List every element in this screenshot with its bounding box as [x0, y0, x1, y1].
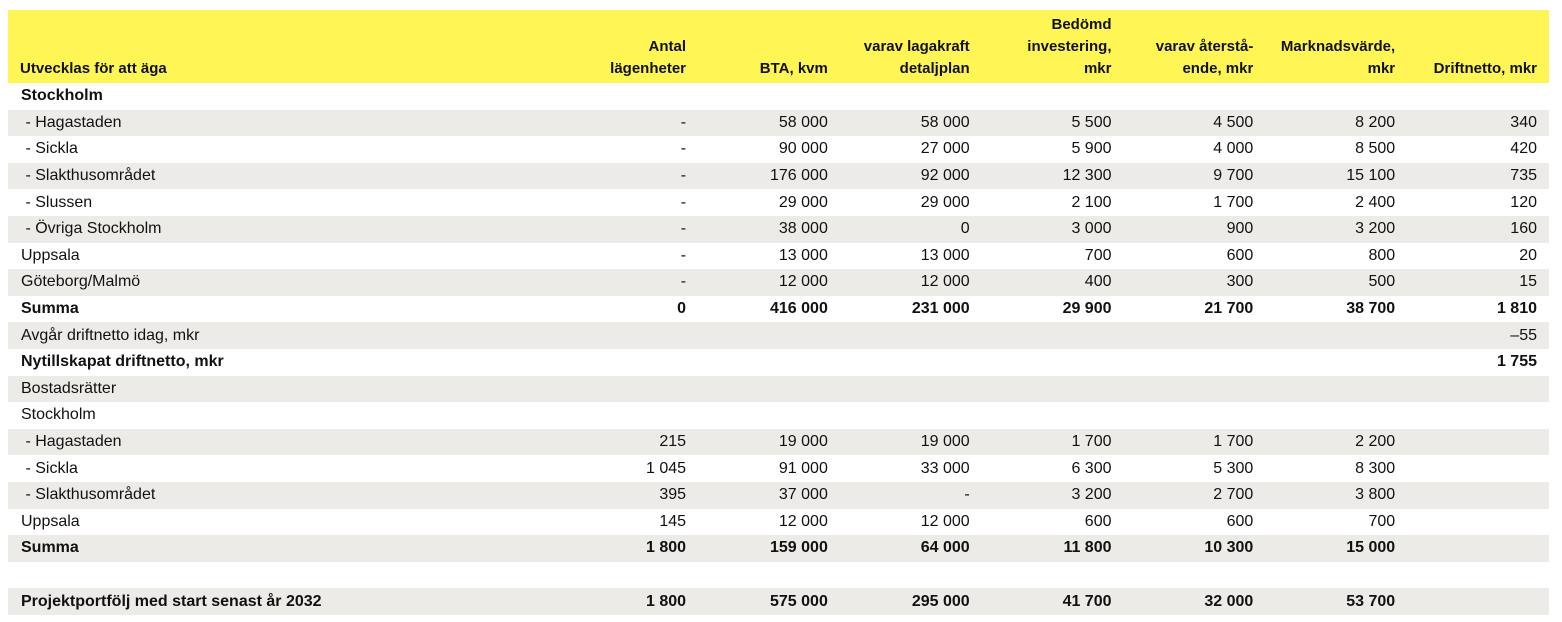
table-row — [8, 402, 1549, 429]
row-value-col-4 — [982, 83, 1124, 110]
row-value-col-3: 33 000 — [920, 459, 970, 477]
row-value-col-2 — [698, 83, 840, 110]
row-value-col-3: 58 000 — [920, 113, 970, 131]
row-value-col-7: 20 — [1519, 246, 1537, 264]
row-value-col-1: - — [680, 220, 687, 238]
table-header-row — [8, 10, 1549, 83]
row-label: - Hagastaden — [21, 433, 122, 451]
row-value-col-2: 12 000 — [778, 273, 828, 291]
table-row — [8, 322, 1549, 349]
table-row — [8, 349, 1549, 376]
row-value-col-7 — [1407, 535, 1549, 562]
row-value-col-2: 575 000 — [770, 592, 828, 610]
row-value-col-5: 9 700 — [1213, 167, 1254, 185]
row-value-col-3: 64 000 — [920, 539, 970, 557]
table-row — [8, 535, 1549, 562]
row-value-col-6 — [1265, 376, 1407, 403]
row-value-col-2: 159 000 — [770, 539, 828, 557]
row-value-col-2: 91 000 — [778, 459, 828, 477]
table-row — [8, 455, 1549, 482]
row-value-col-2: 12 000 — [778, 512, 828, 530]
row-value-col-1: 1 800 — [645, 592, 687, 610]
row-value-col-1: - — [680, 167, 687, 185]
row-value-col-7 — [1407, 376, 1549, 403]
row-label: Uppsala — [21, 246, 80, 264]
row-value-col-6: 3 200 — [1355, 220, 1396, 238]
row-value-col-6: 8 200 — [1355, 113, 1396, 131]
column-header-zoning-plan: varav lagakraft detaljplan — [863, 38, 970, 77]
row-value-col-5: 600 — [1226, 246, 1254, 264]
row-value-col-7: –55 — [1510, 326, 1537, 344]
column-header-net-operating-income: Driftnetto, mkr — [1433, 60, 1537, 77]
row-value-col-1: - — [680, 140, 687, 158]
row-value-col-1 — [573, 562, 698, 589]
row-label: - Sickla — [21, 459, 78, 477]
row-value-col-7 — [1407, 429, 1549, 456]
row-value-col-1: 1 045 — [645, 459, 687, 477]
row-label: Stockholm — [21, 87, 103, 105]
row-value-col-4: 1 700 — [1071, 433, 1112, 451]
row-value-col-2: 58 000 — [778, 113, 828, 131]
row-value-col-4: 12 300 — [1062, 167, 1112, 185]
row-value-col-4: 5 900 — [1071, 140, 1112, 158]
row-label: - Slussen — [21, 193, 93, 211]
row-value-col-1: - — [680, 246, 687, 264]
row-value-col-6: 2 400 — [1355, 193, 1396, 211]
row-value-col-4 — [982, 349, 1124, 376]
project-portfolio-table — [8, 10, 1549, 615]
row-value-col-4 — [982, 322, 1124, 349]
row-label: Stockholm — [21, 406, 96, 424]
row-value-col-3 — [840, 376, 982, 403]
row-value-col-4 — [982, 402, 1124, 429]
row-value-col-4 — [982, 562, 1124, 589]
table-row — [8, 163, 1549, 190]
row-value-col-2 — [698, 349, 840, 376]
row-label: Avgår driftnetto idag, mkr — [21, 326, 200, 344]
row-value-col-4: 600 — [1084, 512, 1112, 530]
row-value-col-5: 21 700 — [1204, 300, 1254, 318]
row-value-col-3 — [840, 562, 982, 589]
column-header-investment: Bedömd investering, mkr — [1027, 16, 1112, 77]
row-value-col-7: 420 — [1510, 140, 1537, 158]
table-row — [8, 376, 1549, 403]
table-row — [8, 189, 1549, 216]
table-row — [8, 588, 1549, 615]
row-value-col-4: 700 — [1084, 246, 1112, 264]
row-value-col-7 — [1407, 588, 1549, 615]
table-row — [8, 243, 1549, 270]
row-label: Summa — [21, 300, 79, 318]
row-value-col-7: 340 — [1510, 113, 1537, 131]
row-value-col-1 — [573, 402, 698, 429]
row-value-col-7: 1 810 — [1496, 300, 1537, 318]
row-value-col-4 — [982, 376, 1124, 403]
table-row — [8, 509, 1549, 536]
row-value-col-6: 53 700 — [1346, 592, 1396, 610]
row-value-col-1: 395 — [659, 486, 687, 504]
row-value-col-2: 29 000 — [778, 193, 828, 211]
table-row — [8, 216, 1549, 243]
row-value-col-6 — [1265, 402, 1407, 429]
row-value-col-1 — [573, 322, 698, 349]
row-value-col-6: 38 700 — [1346, 300, 1396, 318]
row-value-col-6: 15 100 — [1346, 167, 1396, 185]
row-value-col-7 — [1407, 562, 1549, 589]
row-value-col-1 — [573, 83, 698, 110]
row-value-col-7 — [1407, 509, 1549, 536]
row-value-col-3: - — [964, 486, 970, 504]
column-header-market-value: Marknadsvärde, mkr — [1280, 38, 1396, 77]
row-value-col-3: 29 000 — [920, 193, 970, 211]
row-value-col-5 — [1124, 376, 1266, 403]
row-label: - Slakthusområdet — [21, 486, 156, 504]
row-value-col-3: 92 000 — [920, 167, 970, 185]
table-row — [8, 136, 1549, 163]
row-value-col-6: 2 200 — [1355, 433, 1396, 451]
table-row — [8, 83, 1549, 110]
row-value-col-5: 10 300 — [1204, 539, 1254, 557]
table-row — [8, 429, 1549, 456]
row-value-col-4: 5 500 — [1071, 113, 1112, 131]
row-value-col-3 — [840, 322, 982, 349]
row-label: - Sickla — [21, 140, 78, 158]
row-value-col-5 — [1124, 83, 1266, 110]
row-value-col-2: 176 000 — [770, 167, 828, 185]
row-value-col-5: 5 300 — [1213, 459, 1254, 477]
row-value-col-6: 8 300 — [1355, 459, 1396, 477]
row-label: Uppsala — [21, 512, 80, 530]
row-value-col-5: 32 000 — [1204, 592, 1254, 610]
table-row — [8, 482, 1549, 509]
row-label: Bostadsrätter — [21, 379, 117, 397]
row-value-col-7: 160 — [1510, 220, 1537, 238]
row-value-col-2: 90 000 — [778, 140, 828, 158]
column-header-remaining: varav återstå- ende, mkr — [1155, 38, 1254, 77]
row-value-col-3: 12 000 — [920, 273, 970, 291]
row-label — [8, 562, 573, 589]
row-label: Summa — [21, 539, 79, 557]
row-value-col-7 — [1407, 455, 1549, 482]
row-value-col-2 — [698, 322, 840, 349]
row-value-col-4: 3 000 — [1071, 220, 1112, 238]
column-header-bta: BTA, kvm — [759, 60, 828, 77]
row-value-col-6 — [1265, 349, 1407, 376]
row-value-col-4: 6 300 — [1071, 459, 1112, 477]
row-value-col-2 — [698, 562, 840, 589]
row-value-col-4: 400 — [1084, 273, 1112, 291]
row-value-col-6: 15 000 — [1346, 539, 1396, 557]
row-label: - Hagastaden — [21, 113, 122, 131]
row-value-col-5: 1 700 — [1213, 193, 1254, 211]
row-value-col-4: 41 700 — [1062, 592, 1112, 610]
row-value-col-7: 1 755 — [1496, 353, 1537, 371]
row-value-col-5: 300 — [1226, 273, 1254, 291]
row-value-col-7 — [1407, 402, 1549, 429]
column-header-project: Utvecklas för att äga — [20, 60, 167, 77]
row-value-col-3: 231 000 — [911, 300, 970, 318]
row-value-col-3: 12 000 — [920, 512, 970, 530]
row-value-col-6: 8 500 — [1355, 140, 1396, 158]
row-value-col-6 — [1265, 83, 1407, 110]
row-value-col-3: 13 000 — [920, 246, 970, 264]
row-value-col-1: - — [680, 113, 687, 131]
row-value-col-2: 13 000 — [778, 246, 828, 264]
table-row — [8, 110, 1549, 137]
row-value-col-5 — [1124, 322, 1266, 349]
row-value-col-6: 700 — [1368, 512, 1396, 530]
row-value-col-5: 900 — [1226, 220, 1254, 238]
row-value-col-3: 19 000 — [920, 433, 970, 451]
row-value-col-4: 11 800 — [1063, 539, 1112, 557]
table-row — [8, 296, 1549, 323]
row-value-col-4: 3 200 — [1071, 486, 1112, 504]
row-value-col-5: 4 500 — [1213, 113, 1254, 131]
spacer-row — [8, 562, 1549, 589]
row-value-col-4: 2 100 — [1071, 193, 1112, 211]
row-value-col-3 — [840, 349, 982, 376]
column-header-apartments: Antal lägenheter — [610, 38, 687, 77]
row-label: Projektportfölj med start senast år 2032 — [21, 592, 322, 610]
row-label: - Slakthusområdet — [21, 167, 156, 185]
row-value-col-1: 215 — [659, 433, 687, 451]
row-value-col-7: 120 — [1510, 193, 1537, 211]
row-value-col-5 — [1124, 349, 1266, 376]
row-value-col-7: 15 — [1519, 273, 1537, 291]
row-value-col-3: 295 000 — [911, 592, 970, 610]
row-value-col-6 — [1265, 322, 1407, 349]
row-label: - Övriga Stockholm — [21, 220, 162, 238]
row-value-col-3 — [840, 402, 982, 429]
row-value-col-7: 735 — [1510, 167, 1537, 185]
row-value-col-5: 2 700 — [1213, 486, 1254, 504]
row-value-col-1 — [573, 349, 698, 376]
row-value-col-5: 4 000 — [1213, 140, 1254, 158]
row-value-col-3 — [840, 83, 982, 110]
row-value-col-6 — [1265, 562, 1407, 589]
row-value-col-5 — [1124, 402, 1266, 429]
row-value-col-1: - — [680, 273, 687, 291]
table-row — [8, 269, 1549, 296]
row-value-col-7 — [1407, 482, 1549, 509]
row-value-col-7 — [1407, 83, 1549, 110]
row-value-col-1: 1 800 — [645, 539, 687, 557]
row-label: Göteborg/Malmö — [21, 273, 141, 291]
row-value-col-1: - — [680, 193, 687, 211]
row-value-col-1: 145 — [659, 512, 687, 530]
row-value-col-6: 3 800 — [1355, 486, 1396, 504]
row-value-col-1: 0 — [677, 300, 687, 318]
row-value-col-2 — [698, 376, 840, 403]
row-value-col-3: 0 — [960, 220, 970, 238]
row-value-col-6: 500 — [1368, 273, 1396, 291]
row-value-col-2: 37 000 — [778, 486, 828, 504]
row-value-col-3: 27 000 — [920, 140, 970, 158]
row-value-col-4: 29 900 — [1062, 300, 1112, 318]
row-label: Nytillskapat driftnetto, mkr — [21, 353, 224, 371]
row-value-col-5 — [1124, 562, 1266, 589]
row-value-col-5: 600 — [1226, 512, 1254, 530]
row-value-col-2 — [698, 402, 840, 429]
row-value-col-6: 800 — [1368, 246, 1396, 264]
row-value-col-2: 38 000 — [778, 220, 828, 238]
row-value-col-5: 1 700 — [1213, 433, 1254, 451]
row-value-col-2: 19 000 — [778, 433, 828, 451]
row-value-col-2: 416 000 — [770, 300, 828, 318]
row-value-col-1 — [573, 376, 698, 403]
